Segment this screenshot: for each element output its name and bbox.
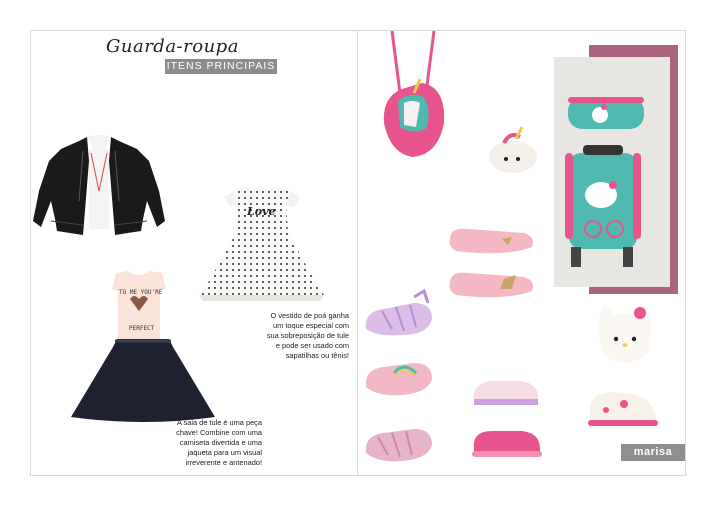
- right-page: [357, 30, 686, 476]
- skirt-caption-line: chave! Combine com uma: [176, 428, 262, 437]
- tee-print-text-top: TO ME YOU'RE: [119, 289, 163, 296]
- dress-caption-line: sapatilhas ou tênis!: [285, 351, 349, 360]
- kitty-backpack-image: [563, 143, 643, 273]
- skirt-caption-line: A saia de tule é uma peça: [176, 418, 262, 427]
- pink-flats-image: [446, 217, 538, 307]
- tulle-skirt-image: [69, 337, 217, 423]
- page-subtitle: ITENS PRINCIPAIS: [166, 60, 276, 72]
- glitter-jelly-sandal-image: [362, 415, 436, 467]
- kitty-sneakers-image: [586, 386, 660, 430]
- skirt-caption-line: jaqueta para um visual: [187, 448, 262, 457]
- skirt-caption: [135, 418, 262, 468]
- pink-mary-jane-image: [470, 419, 544, 463]
- dress-print-text: Love: [247, 205, 276, 218]
- dress-caption-line: e pode ser usado com: [275, 341, 349, 350]
- graphic-tee-image: [104, 269, 174, 344]
- page-title: Guarda-roupa: [106, 36, 239, 57]
- dress-caption: [221, 311, 349, 361]
- brand-logo: [621, 444, 685, 461]
- left-page: [30, 30, 358, 476]
- purple-jelly-sandal-image: [362, 289, 436, 341]
- bunny-shoe-image: [470, 369, 542, 411]
- polka-dot-dress-image: [194, 183, 329, 303]
- brand-logo-text: marisa: [633, 446, 673, 458]
- tee-print-text-bottom: PERFECT: [129, 325, 155, 332]
- dress-caption-line: O vestido de poá ganha: [270, 311, 349, 320]
- unicorn-bag-image: [376, 31, 456, 181]
- skirt-caption-line: camiseta divertida e uma: [179, 438, 262, 447]
- kitty-hat-image: [594, 301, 656, 365]
- unicorn-slipper-image: [486, 123, 541, 178]
- skirt-caption-line: irreverente e antenado!: [185, 458, 262, 467]
- dress-caption-line: sua sobreposição de tule: [266, 331, 349, 340]
- leather-jacket-image: [31, 131, 166, 241]
- dress-caption-line: um toque especial com: [273, 321, 349, 330]
- pencil-case-image: [566, 93, 646, 133]
- pink-rainbow-sandal-image: [362, 349, 436, 401]
